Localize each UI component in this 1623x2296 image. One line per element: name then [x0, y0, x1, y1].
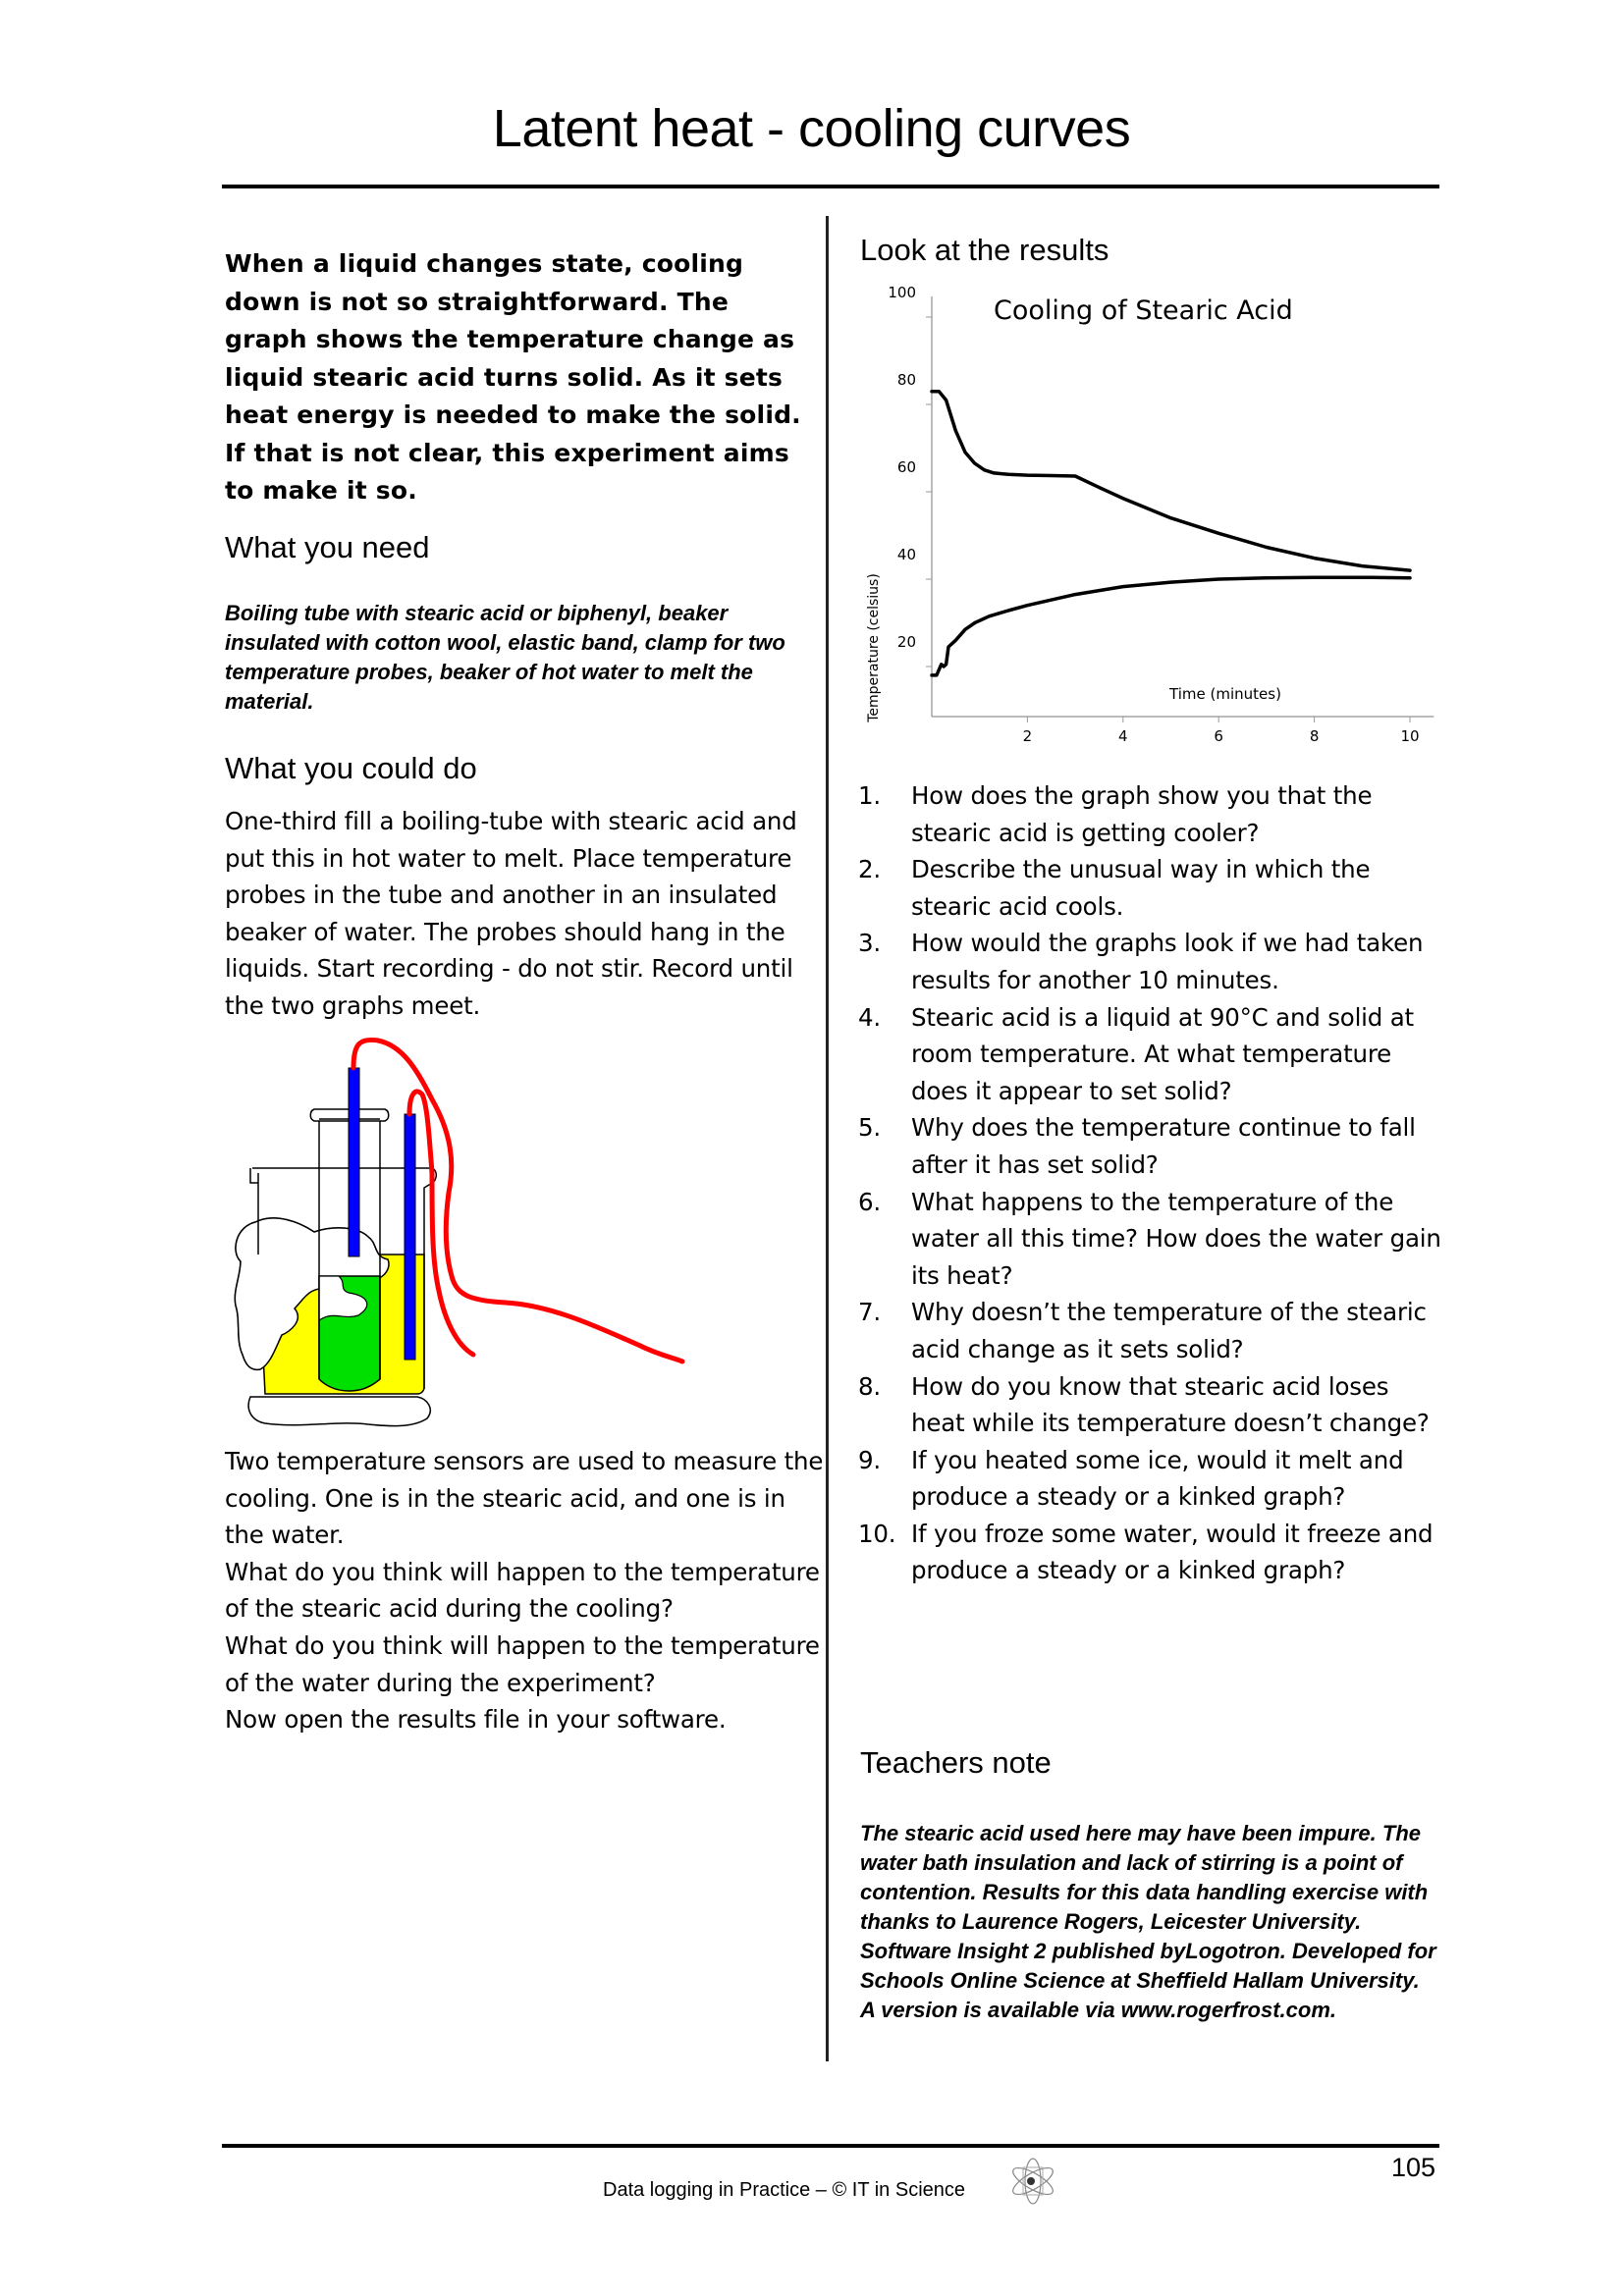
svg-text:8: 8	[1309, 727, 1320, 745]
column-divider	[826, 216, 829, 2061]
chart-series	[932, 392, 1410, 675]
question-item: 7. Why doesn’t the temperature of the stearic acid change as it sets solid?	[858, 1298, 1427, 1363]
series-line-stearic-acid	[932, 392, 1410, 570]
probe-in-water	[405, 1114, 415, 1360]
question-item: 3. How would the graphs look if we had taken results for another 10 minutes.	[858, 929, 1424, 994]
svg-text:6: 6	[1214, 727, 1223, 745]
question-item: 4. Stearic acid is a liquid at 90°C and solid at room temperature. At what temperature does it appear to set solid?	[858, 1002, 1414, 1105]
chart-title: Cooling of Stearic Acid	[994, 295, 1293, 326]
question-item: 6. What happens to the temperature of the water all this time? How does the water gain its heat?	[858, 1187, 1441, 1290]
header-rule	[222, 185, 1439, 188]
x-axis-label: Time (minutes)	[1169, 685, 1281, 703]
apparatus-diagram	[221, 1026, 756, 1438]
svg-text:4: 4	[1118, 727, 1128, 745]
question-item: 10. If you froze some water, would it freeze and produce a steady or a kinked graph?	[858, 1519, 1434, 1585]
sensors-line: Two temperature sensors are used to measure the cooling. One is in the stearic acid, and one is in the water.	[225, 1447, 824, 1550]
sensors-line: Now open the results file in your software.	[225, 1705, 727, 1735]
teachers-note-body: The stearic acid used here may have been impure. The water bath insulation and lack of stirring is a point of contention. Results for this data handling exercise with thanks to Laurence Rogers, Leicester University. Software Insight 2 published byLogotron. Developed for Schools Online Science at Sheffield Hallam University. A version is available via www.rogerfrost.com.	[860, 1821, 1436, 2022]
sensors-line: What do you think will happen to the temperature of the stearic acid during the cooling?	[225, 1557, 820, 1624]
svg-text:10: 10	[1400, 727, 1420, 745]
page-title: Latent heat - cooling curves	[492, 99, 1131, 158]
sensors-line: What do you think will happen to the temperature of the water during the experiment?	[225, 1630, 820, 1697]
atom-icon	[1009, 2156, 1056, 2207]
what-you-could-do-heading: What you could do	[225, 751, 477, 785]
svg-text:80: 80	[896, 371, 916, 389]
svg-text:2: 2	[1022, 727, 1033, 745]
questions-list	[858, 777, 1447, 1589]
svg-text:40: 40	[896, 546, 916, 563]
results-heading: Look at the results	[860, 233, 1109, 267]
series-line-water	[932, 577, 1410, 675]
question-item: 9. If you heated some ice, would it melt and produce a steady or a kinked graph?	[858, 1445, 1404, 1512]
what-you-could-do-body: One-third fill a boiling-tube with stearic acid and put this in hot water to melt. Place temperature probes in the tube and another in an insulated beaker of water. The probes should hang in the liquids. Start recording - do not stir. Record until the two graphs meet.	[225, 807, 797, 1020]
teachers-note-heading: Teachers note	[860, 1745, 1052, 1780]
page-number: 105	[1390, 2153, 1435, 2182]
question-item: 2. Describe the unusual way in which the stearic acid cools.	[858, 855, 1371, 921]
what-you-need-body: Boiling tube with stearic acid or biphenyl, beaker insulated with cotton wool, elastic band, clamp for two temperature probes, beaker of hot water to melt the material.	[225, 601, 785, 714]
probe-in-stearic-acid	[349, 1068, 359, 1256]
footer-copyright: Data logging in Practice – © IT in Science	[603, 2179, 966, 2201]
footer-rule	[222, 2144, 1439, 2148]
svg-text:60: 60	[896, 458, 916, 476]
intro-paragraph: When a liquid changes state, cooling down is not so straightforward. The graph shows the temperature change as liquid stearic acid turns solid. As it sets heat energy is needed to make the solid. If that is not clear, this experiment aims to make it so.	[225, 249, 801, 505]
svg-text:20: 20	[896, 633, 916, 651]
what-you-need-heading: What you need	[225, 530, 430, 564]
y-axis-label: Temperature (celsius)	[866, 573, 882, 722]
cooling-chart	[854, 280, 1443, 751]
question-item: 5. Why does the temperature continue to fall after it has set solid?	[858, 1113, 1416, 1179]
svg-text:100: 100	[888, 284, 916, 301]
question-item: 1. How does the graph show you that the stearic acid is getting cooler?	[858, 781, 1373, 847]
sensors-paragraph	[225, 1443, 824, 1738]
question-item: 8. How do you know that stearic acid loses heat while its temperature doesn’t change?	[858, 1371, 1430, 1438]
